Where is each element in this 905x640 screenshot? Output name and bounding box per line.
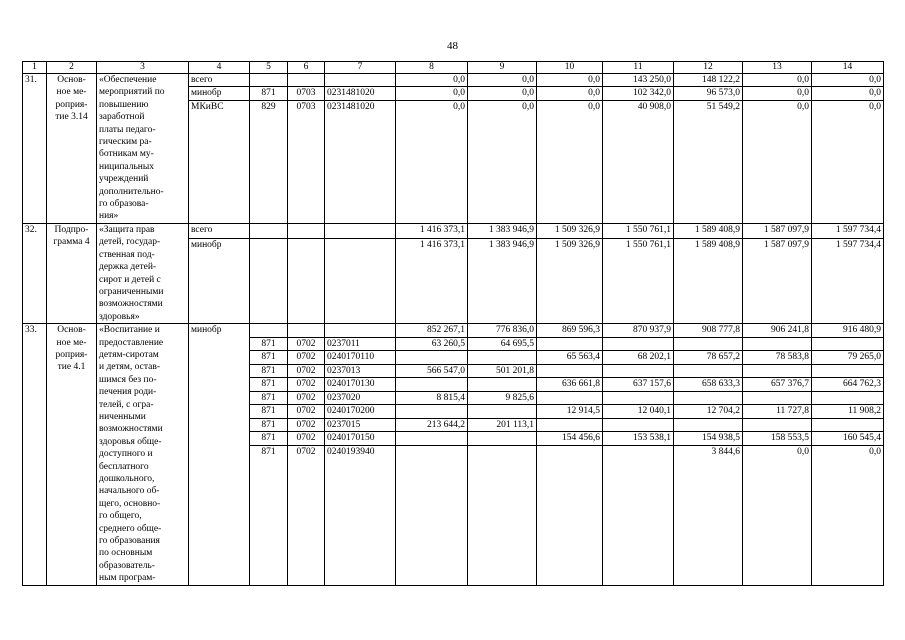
value-cell	[674, 391, 743, 405]
program-name: Основ- ное ме- роприя- тие 4.1	[47, 324, 97, 586]
value-cell: 11 727,8	[743, 405, 812, 419]
code-grbs: 871	[250, 87, 288, 100]
value-cell	[537, 364, 603, 378]
value-cell: 1 416 373,1	[396, 239, 468, 324]
value-cell: 158 553,5	[743, 432, 812, 446]
code-grbs: 829	[250, 100, 288, 223]
value-cell: 213 644,2	[396, 418, 468, 432]
code-target: 0237020	[325, 391, 396, 405]
code-section: 0703	[288, 100, 325, 223]
code-grbs	[250, 239, 288, 324]
program-description: «Защита прав детей, государ- ственная под- держка детей- сирот и детей с ограниченными возможностями здоровья»	[97, 223, 189, 323]
value-cell: 0,0	[743, 445, 812, 585]
value-cell: 1 587 097,9	[743, 223, 812, 238]
header-cell: 11	[603, 62, 674, 74]
value-cell	[743, 391, 812, 405]
value-cell: 154 938,5	[674, 432, 743, 446]
header-cell: 2	[47, 62, 97, 74]
value-cell	[674, 364, 743, 378]
value-cell	[743, 337, 812, 351]
code-grbs	[250, 74, 288, 87]
value-cell: 0,0	[743, 87, 812, 100]
program-name: Подпро- грамма 4	[47, 223, 97, 323]
code-section: 0702	[288, 445, 325, 585]
row-number: 31.	[23, 74, 47, 224]
value-cell	[537, 337, 603, 351]
code-target: 0231481020	[325, 87, 396, 100]
code-target	[325, 74, 396, 87]
executor: минобр	[189, 87, 250, 100]
code-grbs: 871	[250, 364, 288, 378]
table-row	[23, 324, 884, 338]
value-cell: 1 416 373,1	[396, 223, 468, 238]
value-cell: 63 260,5	[396, 337, 468, 351]
value-cell: 0,0	[537, 87, 603, 100]
program-name: Основ- ное ме- роприя- тие 3.14	[47, 74, 97, 224]
code-section: 0703	[288, 87, 325, 100]
value-cell: 0,0	[743, 74, 812, 87]
value-cell	[396, 405, 468, 419]
value-cell: 51 549,2	[674, 100, 743, 223]
value-cell	[396, 351, 468, 365]
value-cell: 1 589 408,9	[674, 239, 743, 324]
value-cell	[468, 405, 537, 419]
code-target	[325, 239, 396, 324]
value-cell: 0,0	[743, 100, 812, 223]
value-cell: 636 661,8	[537, 378, 603, 392]
value-cell: 96 573,0	[674, 87, 743, 100]
value-cell: 11 908,2	[812, 405, 884, 419]
value-cell: 1 597 734,4	[812, 223, 884, 238]
value-cell: 0,0	[396, 100, 468, 223]
value-cell	[603, 337, 674, 351]
value-cell: 0,0	[537, 74, 603, 87]
value-cell	[537, 418, 603, 432]
value-cell	[468, 445, 537, 585]
code-section: 0702	[288, 418, 325, 432]
code-grbs	[250, 223, 288, 238]
value-cell	[674, 337, 743, 351]
value-cell: 501 201,8	[468, 364, 537, 378]
header-cell: 1	[23, 62, 47, 74]
code-section	[288, 324, 325, 338]
value-cell: 1 509 326,9	[537, 223, 603, 238]
value-cell: 12 704,2	[674, 405, 743, 419]
value-cell	[537, 445, 603, 585]
value-cell: 0,0	[468, 100, 537, 223]
code-target: 0240170200	[325, 405, 396, 419]
program-description: «Воспитание и предоставление детям-сиротам и детям, остав- шимся без по- печения роди- телей, с огра- ниченными возможностями здоровья обще- доступного и бесплатного дошкольного, начального об- щего, основно- го общего, среднего обще- го образования по основным образователь- ным програм-	[97, 324, 189, 586]
value-cell: 0,0	[396, 87, 468, 100]
value-cell: 79 265,0	[812, 351, 884, 365]
value-cell: 65 563,4	[537, 351, 603, 365]
executor: минобр	[189, 239, 250, 324]
value-cell: 870 937,9	[603, 324, 674, 338]
value-cell	[396, 445, 468, 585]
code-section: 0702	[288, 405, 325, 419]
value-cell	[812, 364, 884, 378]
value-cell	[743, 418, 812, 432]
header-cell: 12	[674, 62, 743, 74]
code-section: 0702	[288, 364, 325, 378]
code-target: 0240170130	[325, 378, 396, 392]
value-cell	[812, 337, 884, 351]
code-section: 0702	[288, 432, 325, 446]
value-cell	[603, 418, 674, 432]
code-grbs: 871	[250, 337, 288, 351]
code-target: 0231481020	[325, 100, 396, 223]
value-cell	[468, 432, 537, 446]
value-cell: 776 836,0	[468, 324, 537, 338]
value-cell: 906 241,8	[743, 324, 812, 338]
executor: всего	[189, 223, 250, 238]
header-cell: 4	[189, 62, 250, 74]
value-cell	[603, 364, 674, 378]
code-target: 0237015	[325, 418, 396, 432]
code-section: 0702	[288, 337, 325, 351]
value-cell	[468, 378, 537, 392]
value-cell: 78 583,8	[743, 351, 812, 365]
code-grbs: 871	[250, 432, 288, 446]
value-cell: 566 547,0	[396, 364, 468, 378]
value-cell: 40 908,0	[603, 100, 674, 223]
value-cell: 3 844,6	[674, 445, 743, 585]
value-cell: 102 342,0	[603, 87, 674, 100]
program-description: «Обеспечение мероприятий по повышению заработной платы педаго- гическим ра- ботникам му- ниципальных учреждений дополнительно- го образова- ния»	[97, 74, 189, 224]
value-cell: 0,0	[812, 445, 884, 585]
value-cell: 1 589 408,9	[674, 223, 743, 238]
value-cell	[396, 432, 468, 446]
code-target	[325, 223, 396, 238]
value-cell: 1 550 761,1	[603, 223, 674, 238]
code-section	[288, 223, 325, 238]
executor: минобр	[189, 324, 250, 586]
code-target: 0240170110	[325, 351, 396, 365]
value-cell: 154 456,6	[537, 432, 603, 446]
value-cell: 143 250,0	[603, 74, 674, 87]
value-cell	[603, 445, 674, 585]
value-cell: 8 815,4	[396, 391, 468, 405]
value-cell: 78 657,2	[674, 351, 743, 365]
header-cell: 14	[812, 62, 884, 74]
value-cell: 0,0	[468, 87, 537, 100]
value-cell: 0,0	[812, 87, 884, 100]
header-cell: 5	[250, 62, 288, 74]
value-cell: 1 509 326,9	[537, 239, 603, 324]
value-cell: 0,0	[537, 100, 603, 223]
code-target: 0240193940	[325, 445, 396, 585]
executor: МКиВС	[189, 100, 250, 223]
code-target: 0237013	[325, 364, 396, 378]
value-cell: 1 383 946,9	[468, 223, 537, 238]
code-section	[288, 239, 325, 324]
code-grbs: 871	[250, 378, 288, 392]
code-section: 0702	[288, 351, 325, 365]
executor: всего	[189, 74, 250, 87]
code-grbs: 871	[250, 351, 288, 365]
header-cell: 3	[97, 62, 189, 74]
value-cell: 916 480,9	[812, 324, 884, 338]
code-target: 0237011	[325, 337, 396, 351]
code-grbs: 871	[250, 445, 288, 585]
budget-table	[22, 61, 884, 586]
header-cell: 9	[468, 62, 537, 74]
value-cell: 0,0	[812, 100, 884, 223]
value-cell: 9 825,6	[468, 391, 537, 405]
value-cell: 908 777,8	[674, 324, 743, 338]
value-cell	[537, 391, 603, 405]
value-cell: 12 914,5	[537, 405, 603, 419]
code-section	[288, 74, 325, 87]
header-cell: 6	[288, 62, 325, 74]
value-cell: 153 538,1	[603, 432, 674, 446]
value-cell	[812, 418, 884, 432]
value-cell	[812, 391, 884, 405]
value-cell: 160 545,4	[812, 432, 884, 446]
header-cell: 13	[743, 62, 812, 74]
value-cell: 1 587 097,9	[743, 239, 812, 324]
code-grbs: 871	[250, 391, 288, 405]
value-cell: 201 113,1	[468, 418, 537, 432]
value-cell: 658 633,3	[674, 378, 743, 392]
code-section: 0702	[288, 391, 325, 405]
value-cell: 0,0	[396, 74, 468, 87]
value-cell: 852 267,1	[396, 324, 468, 338]
table-row	[23, 74, 884, 87]
value-cell: 1 550 761,1	[603, 239, 674, 324]
code-grbs	[250, 324, 288, 338]
column-number-row	[23, 62, 884, 74]
header-cell: 7	[325, 62, 396, 74]
value-cell	[468, 351, 537, 365]
row-number: 33.	[23, 324, 47, 586]
header-cell: 8	[396, 62, 468, 74]
value-cell: 1 383 946,9	[468, 239, 537, 324]
table-row	[23, 223, 884, 238]
row-number: 32.	[23, 223, 47, 323]
value-cell: 68 202,1	[603, 351, 674, 365]
code-grbs: 871	[250, 405, 288, 419]
code-section: 0702	[288, 378, 325, 392]
value-cell: 869 596,3	[537, 324, 603, 338]
value-cell	[603, 391, 674, 405]
value-cell: 12 040,1	[603, 405, 674, 419]
value-cell: 637 157,6	[603, 378, 674, 392]
value-cell	[674, 418, 743, 432]
value-cell: 0,0	[468, 74, 537, 87]
code-grbs: 871	[250, 418, 288, 432]
value-cell	[396, 378, 468, 392]
code-target	[325, 324, 396, 338]
value-cell: 664 762,3	[812, 378, 884, 392]
value-cell: 0,0	[812, 74, 884, 87]
header-cell: 10	[537, 62, 603, 74]
value-cell: 657 376,7	[743, 378, 812, 392]
value-cell: 64 695,5	[468, 337, 537, 351]
value-cell	[743, 364, 812, 378]
value-cell: 1 597 734,4	[812, 239, 884, 324]
page-number: 48	[447, 40, 458, 52]
code-target: 0240170150	[325, 432, 396, 446]
value-cell: 148 122,2	[674, 74, 743, 87]
